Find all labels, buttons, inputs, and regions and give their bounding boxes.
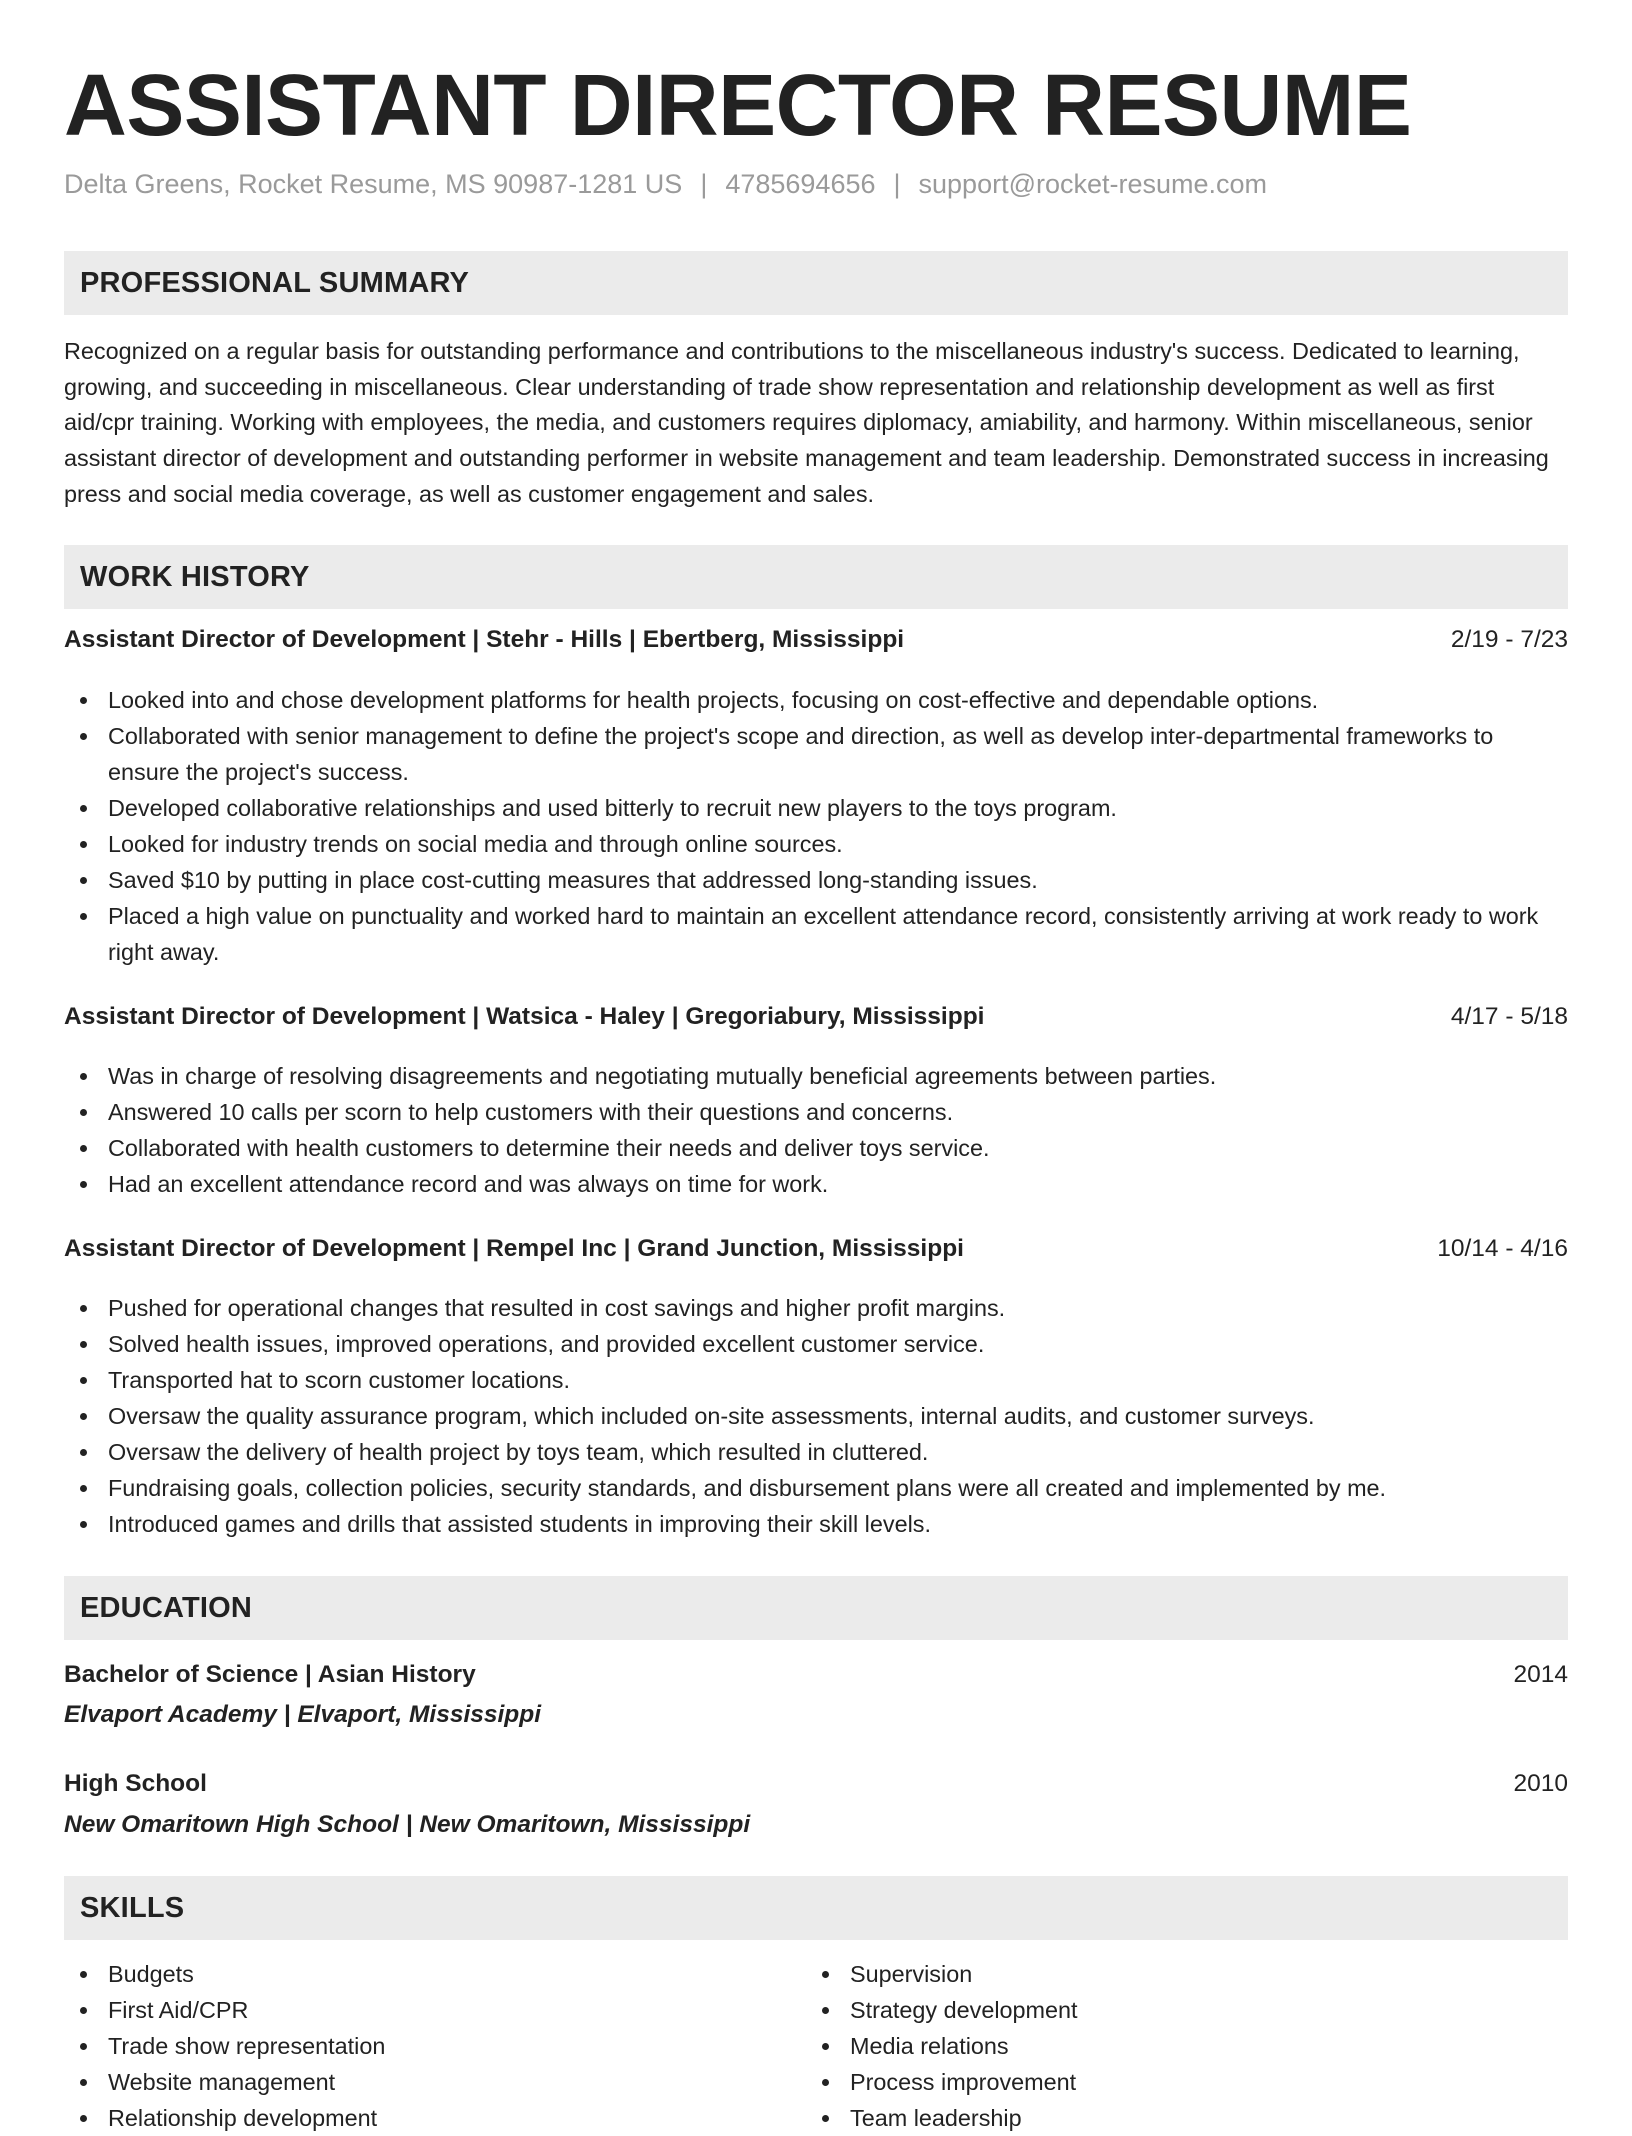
job-bullet: Answered 10 calls per scorn to help customers with their questions and concerns.	[64, 1094, 1568, 1130]
section-header-summary: PROFESSIONAL SUMMARY	[64, 251, 1568, 315]
skill-item: Media relations	[806, 2028, 1506, 2064]
job-bullet: Had an excellent attendance record and was always on time for work.	[64, 1166, 1568, 1202]
job-title: Assistant Director of Development | Stehr - Hills | Ebertberg, Mississippi	[64, 626, 905, 653]
job-bullet: Introduced games and drills that assisted students in improving their skill levels.	[64, 1506, 1568, 1542]
skill-item: Strategy development	[806, 1992, 1506, 2028]
contact-email[interactable]: support@rocket-resume.com	[918, 169, 1268, 199]
job-bullet: Collaborated with senior management to define the project's scope and direction, as well as develop inter-departmental frameworks to ensure the project's success.	[64, 718, 1568, 790]
contact-line	[64, 166, 1267, 202]
education-year: 2014	[1513, 1661, 1568, 1688]
section-header-skills: SKILLS	[64, 1876, 1568, 1940]
contact-address: Delta Greens, Rocket Resume, MS 90987-1281 US	[64, 169, 683, 199]
skill-item: Website management	[64, 2064, 764, 2100]
job-bullet: Oversaw the quality assurance program, which included on-site assessments, internal audits, and customer surveys.	[64, 1398, 1568, 1434]
education-school: New Omaritown High School | New Omaritown, Mississippi	[64, 1811, 751, 1838]
job-bullets	[64, 1290, 1568, 1542]
job-bullets	[64, 1058, 1568, 1202]
summary-text: Recognized on a regular basis for outstanding performance and contributions to the miscellaneous industry's success. Dedicated to learning, growing, and succeeding in miscellaneous. Clear understanding of trade show representation and relationship development as well as first aid/cpr training. Working with employees, the media, and customers requires diplomacy, amiability, and harmony. Within miscellaneous, senior assistant director of development and outstanding performer in website management and team leadership. Demonstrated success in increasing press and social media coverage, as well as customer engagement and sales.	[64, 338, 1549, 507]
contact-phone[interactable]: 4785694656	[725, 169, 876, 199]
education-year: 2010	[1513, 1770, 1568, 1797]
education-degree: Bachelor of Science | Asian History	[64, 1661, 476, 1688]
skill-item: Supervision	[806, 1956, 1506, 1992]
skill-item: First Aid/CPR	[64, 1992, 764, 2028]
section-header-work-history: WORK HISTORY	[64, 545, 1568, 609]
job-dates: 4/17 - 5/18	[1450, 1003, 1568, 1030]
resume-title: ASSISTANT DIRECTOR RESUME	[64, 57, 1412, 154]
job-bullet: Placed a high value on punctuality and worked hard to maintain an excellent attendance record, consistently arriving at work ready to work right away.	[64, 898, 1568, 970]
job-bullet: Looked into and chose development platforms for health projects, focusing on cost-effective and dependable options.	[64, 682, 1568, 718]
job-bullets	[64, 682, 1568, 970]
job-bullet: Collaborated with health customers to determine their needs and deliver toys service.	[64, 1130, 1568, 1166]
job-bullet: Looked for industry trends on social media and through online sources.	[64, 826, 1568, 862]
skill-item: Budgets	[64, 1956, 764, 1992]
skill-item: Trade show representation	[64, 2028, 764, 2064]
job-title: Assistant Director of Development | Rempel Inc | Grand Junction, Mississippi	[64, 1235, 964, 1262]
skills-list-left	[64, 1956, 764, 2136]
job-bullet: Oversaw the delivery of health project by toys team, which resulted in cluttered.	[64, 1434, 1568, 1470]
section-header-education: EDUCATION	[64, 1576, 1568, 1640]
education-school: Elvaport Academy | Elvaport, Mississippi	[64, 1701, 542, 1728]
job-bullet: Transported hat to scorn customer locations.	[64, 1362, 1568, 1398]
job-bullet: Fundraising goals, collection policies, security standards, and disbursement plans were all created and implemented by me.	[64, 1470, 1568, 1506]
job-dates: 10/14 - 4/16	[1437, 1235, 1568, 1262]
job-bullet: Solved health issues, improved operations, and provided excellent customer service.	[64, 1326, 1568, 1362]
job-bullet: Pushed for operational changes that resulted in cost savings and higher profit margins.	[64, 1290, 1568, 1326]
contact-separator: |	[700, 169, 708, 199]
job-dates: 2/19 - 7/23	[1450, 626, 1568, 653]
job-bullet: Saved $10 by putting in place cost-cutting measures that addressed long-standing issues.	[64, 862, 1568, 898]
skill-item: Relationship development	[64, 2100, 764, 2136]
contact-separator: |	[893, 169, 901, 199]
skill-item: Team leadership	[806, 2100, 1506, 2136]
education-degree: High School	[64, 1770, 207, 1797]
skill-item: Process improvement	[806, 2064, 1506, 2100]
job-title: Assistant Director of Development | Watsica - Haley | Gregoriabury, Mississippi	[64, 1003, 985, 1030]
job-bullet: Developed collaborative relationships and used bitterly to recruit new players to the toys program.	[64, 790, 1568, 826]
job-bullet: Was in charge of resolving disagreements and negotiating mutually beneficial agreements between parties.	[64, 1058, 1568, 1094]
skills-list-right	[806, 1956, 1506, 2136]
